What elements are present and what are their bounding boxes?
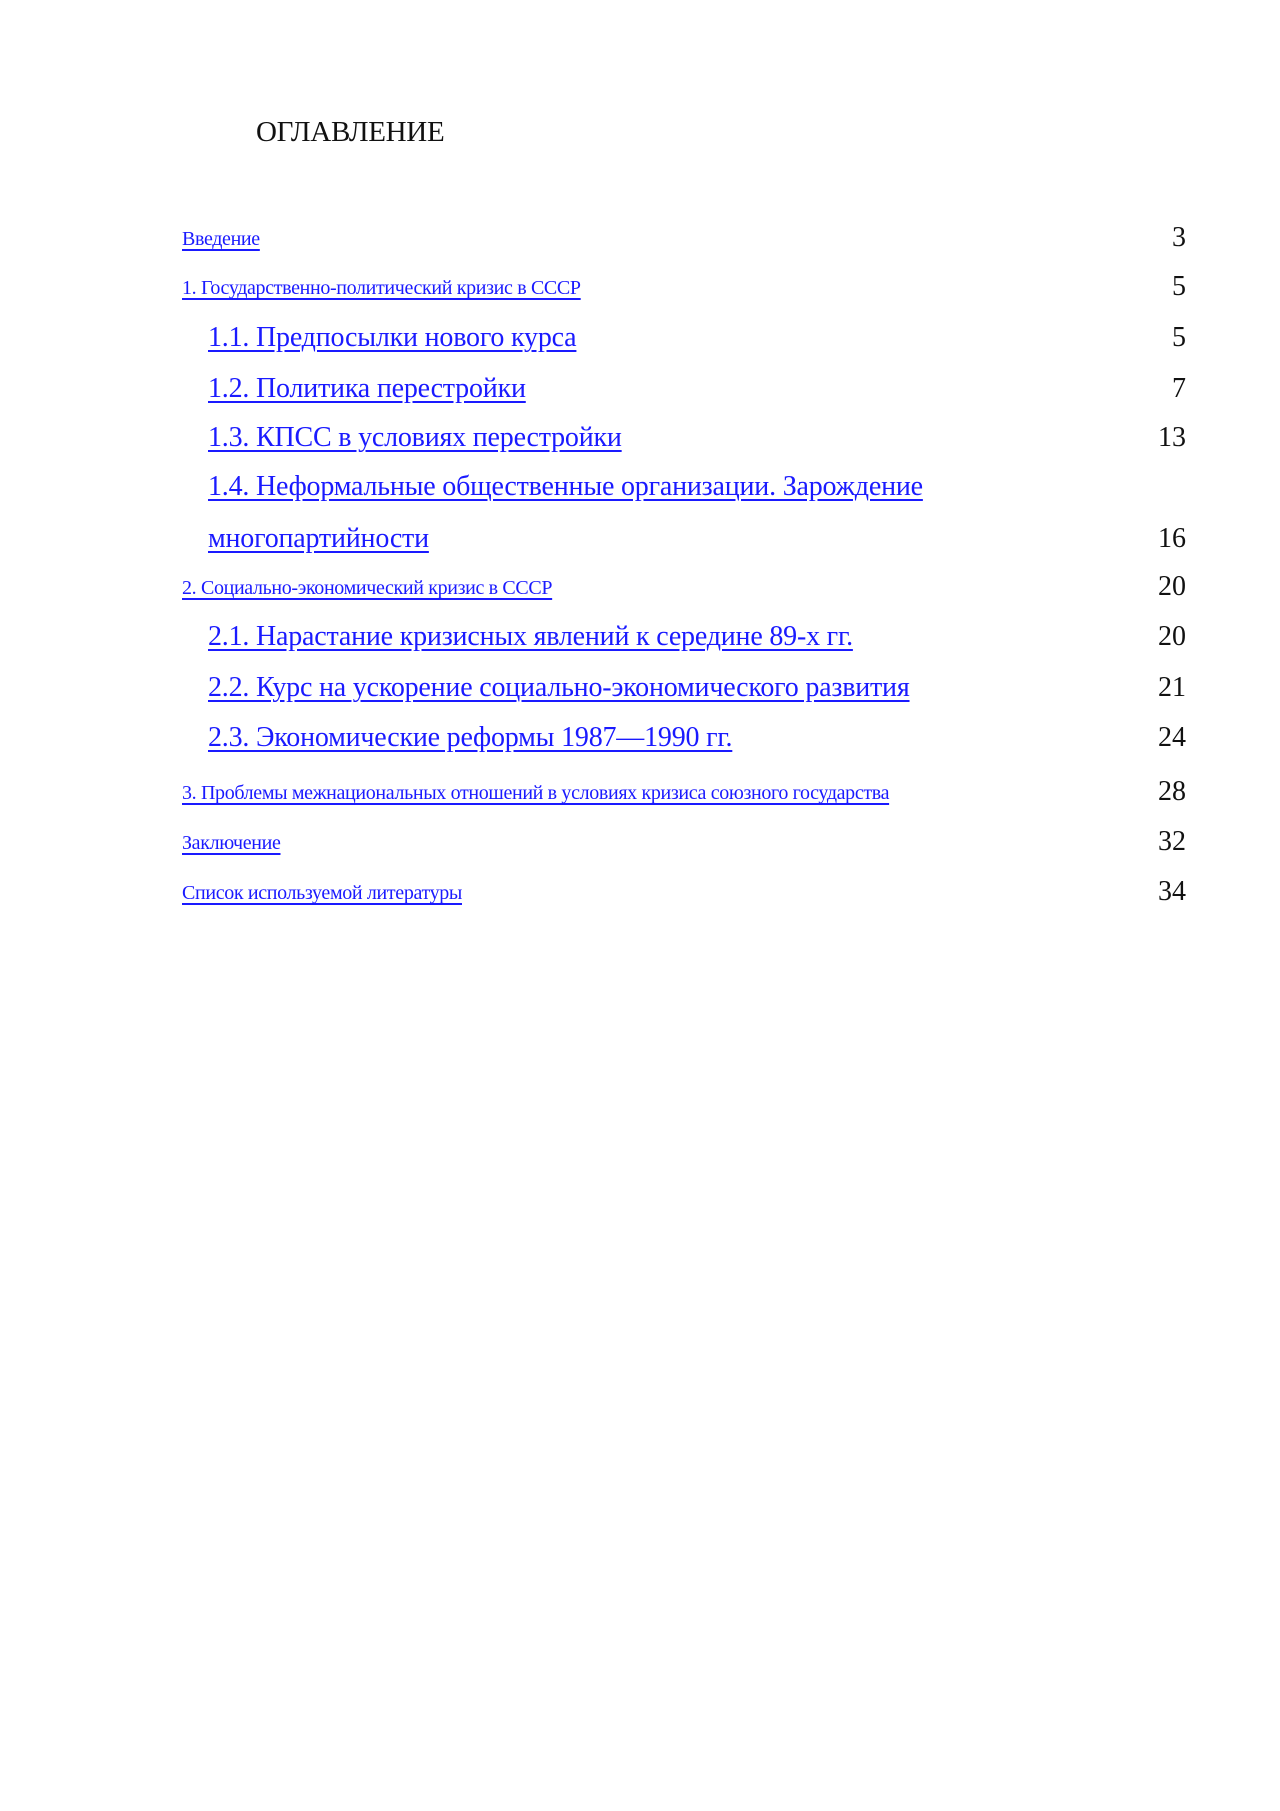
- toc-page-number: 7: [1172, 373, 1186, 404]
- toc-link-bibliography[interactable]: Список используемой литературы: [182, 882, 462, 904]
- toc-link-section-1-1[interactable]: 1.1. Предпосылки нового курса: [208, 322, 577, 353]
- toc-page-number: 5: [1172, 322, 1186, 353]
- toc-page-number: 16: [1158, 523, 1186, 554]
- toc-link-section-2-1[interactable]: 2.1. Нарастание кризисных явлений к середине 89-х гг.: [208, 621, 853, 652]
- toc-link-section-2-3[interactable]: 2.3. Экономические реформы 1987—1990 гг.: [208, 722, 733, 753]
- toc-link-introduction[interactable]: Введение: [182, 228, 260, 250]
- toc-link-section-1-3[interactable]: 1.3. КПСС в условиях перестройки: [208, 422, 622, 453]
- toc-page-number: 28: [1158, 776, 1186, 807]
- toc-page-number: 20: [1158, 621, 1186, 652]
- toc-link-chapter-3[interactable]: 3. Проблемы межнациональных отношений в условиях кризиса союзного государства: [182, 782, 890, 804]
- toc-page-number: 13: [1158, 422, 1186, 453]
- toc-link-section-2-2[interactable]: 2.2. Курс на ускорение социально-экономического развития: [208, 672, 910, 703]
- toc-page-number: 21: [1158, 672, 1186, 703]
- toc-link-section-1-4-continued[interactable]: многопартийности: [208, 523, 429, 554]
- toc-link-chapter-2[interactable]: 2. Социально-экономический кризис в СССР: [182, 577, 553, 599]
- toc-page-number: 32: [1158, 826, 1186, 857]
- toc-link-chapter-1[interactable]: 1. Государственно-политический кризис в СССР: [182, 277, 581, 299]
- toc-link-section-1-4[interactable]: 1.4. Неформальные общественные организации. Зарождение: [208, 471, 923, 502]
- toc-page-number: 24: [1158, 722, 1186, 753]
- toc-link-section-1-2[interactable]: 1.2. Политика перестройки: [208, 373, 526, 404]
- toc-title: ОГЛАВЛЕНИЕ: [256, 116, 445, 148]
- toc-page-number: 5: [1172, 271, 1186, 302]
- toc-page-number: 3: [1172, 222, 1186, 253]
- toc-page-number: 20: [1158, 571, 1186, 602]
- toc-page-number: 34: [1158, 876, 1186, 907]
- toc-link-conclusion[interactable]: Заключение: [182, 832, 281, 854]
